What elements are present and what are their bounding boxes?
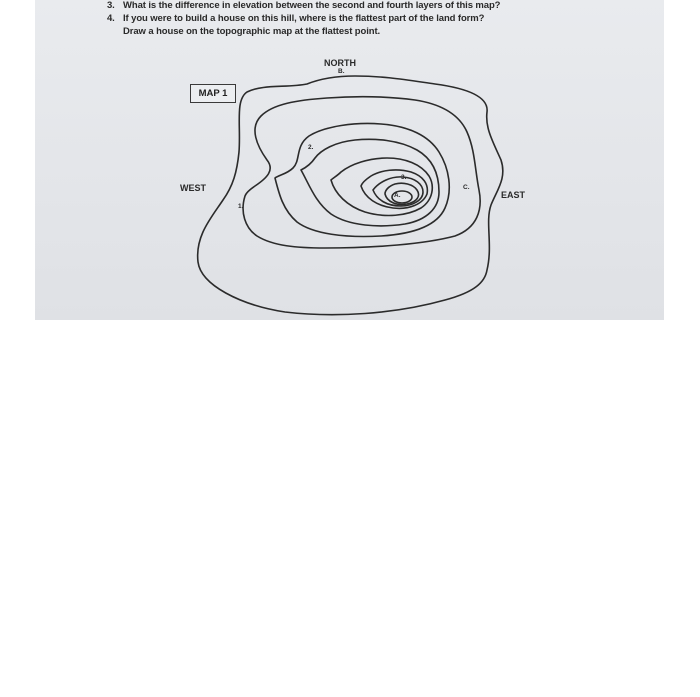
topographic-map <box>35 0 664 320</box>
point-3-label: 3. <box>401 174 407 181</box>
point-1-label: 1. <box>238 203 244 210</box>
direction-north-label: NORTH <box>324 58 356 68</box>
question-4-text: If you were to build a house on this hill, where is the flattest part of the land form? <box>123 13 485 24</box>
blank-page-area <box>0 320 700 697</box>
contour-line-8 <box>385 183 419 204</box>
question-3-number: 3. <box>107 0 115 11</box>
contour-line-1 <box>198 76 503 315</box>
contour-line-5 <box>331 158 432 215</box>
point-c-label: C. <box>463 184 470 191</box>
point-a-label: A. <box>394 192 401 199</box>
direction-east-label: EAST <box>501 190 526 200</box>
point-b-label: B. <box>338 68 345 75</box>
question-3-text: What is the difference in elevation between the second and fourth layers of this map? <box>123 0 501 11</box>
question-4-number: 4. <box>107 13 115 24</box>
worksheet-photo <box>35 0 664 320</box>
direction-west-label: WEST <box>180 183 206 193</box>
point-2-label: 2. <box>308 144 314 151</box>
question-4-followup: Draw a house on the topographic map at the flattest point. <box>123 26 381 37</box>
map-title: MAP 1 <box>190 84 236 103</box>
